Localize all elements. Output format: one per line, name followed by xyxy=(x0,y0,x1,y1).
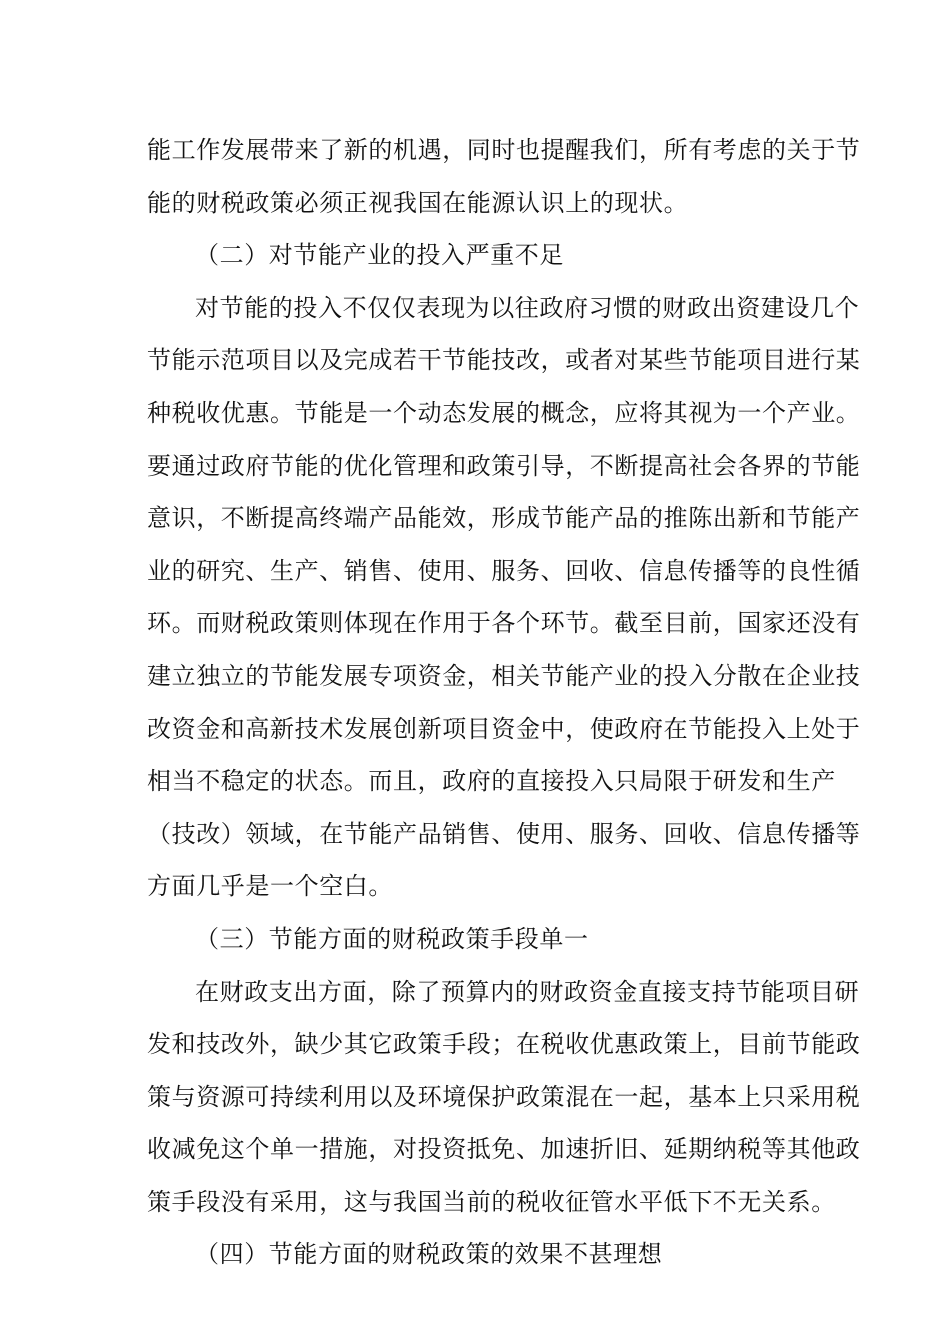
body-line: 能的财税政策必须正视我国在能源认识上的现状。 xyxy=(147,188,689,217)
section-heading-3: （三）节能方面的财税政策手段单一 xyxy=(195,924,589,953)
body-line: 意识，不断提高终端产品能效，形成节能产品的推陈出新和节能产 xyxy=(147,504,861,533)
document-body xyxy=(147,124,861,1281)
body-line: 节能示范项目以及完成若干节能技改，或者对某些节能项目进行某 xyxy=(147,346,861,375)
section-heading-4: （四）节能方面的财税政策的效果不甚理想 xyxy=(195,1240,663,1269)
body-line: 业的研究、生产、销售、使用、服务、回收、信息传播等的良性循 xyxy=(147,556,861,585)
body-line: 建立独立的节能发展专项资金，相关节能产业的投入分散在企业技 xyxy=(147,661,861,690)
body-line: 相当不稳定的状态。而且，政府的直接投入只局限于研发和生产 xyxy=(147,767,836,796)
body-line: 能工作发展带来了新的机遇，同时也提醒我们，所有考虑的关于节 xyxy=(147,136,861,164)
body-line: 改资金和高新技术发展创新项目资金中，使政府在节能投入上处于 xyxy=(147,714,861,743)
section-heading-2: （二）对节能产业的投入严重不足 xyxy=(195,241,564,270)
body-line: 发和技改外，缺少其它政策手段；在税收优惠政策上，目前节能政 xyxy=(147,1030,861,1059)
body-line: 策手段没有采用，这与我国当前的税收征管水平低下不无关系。 xyxy=(147,1187,836,1216)
body-line: 收减免这个单一措施，对投资抵免、加速折旧、延期纳税等其他政 xyxy=(147,1135,861,1164)
body-line: 方面几乎是一个空白。 xyxy=(147,872,393,901)
body-line: 要通过政府节能的优化管理和政策引导，不断提高社会各界的节能 xyxy=(147,451,861,480)
body-line: 种税收优惠。节能是一个动态发展的概念，应将其视为一个产业。 xyxy=(147,398,861,427)
body-line: 策与资源可持续利用以及环境保护政策混在一起，基本上只采用税 xyxy=(147,1082,861,1111)
paragraph-first-line: 对节能的投入不仅仅表现为以往政府习惯的财政出资建设几个 xyxy=(195,293,860,322)
body-line: 环。而财税政策则体现在作用于各个环节。截至目前，国家还没有 xyxy=(147,609,861,638)
body-line: （技改）领域，在节能产品销售、使用、服务、回收、信息传播等 xyxy=(147,819,861,848)
paragraph-first-line: 在财政支出方面，除了预算内的财政资金直接支持节能项目研 xyxy=(195,977,860,1006)
